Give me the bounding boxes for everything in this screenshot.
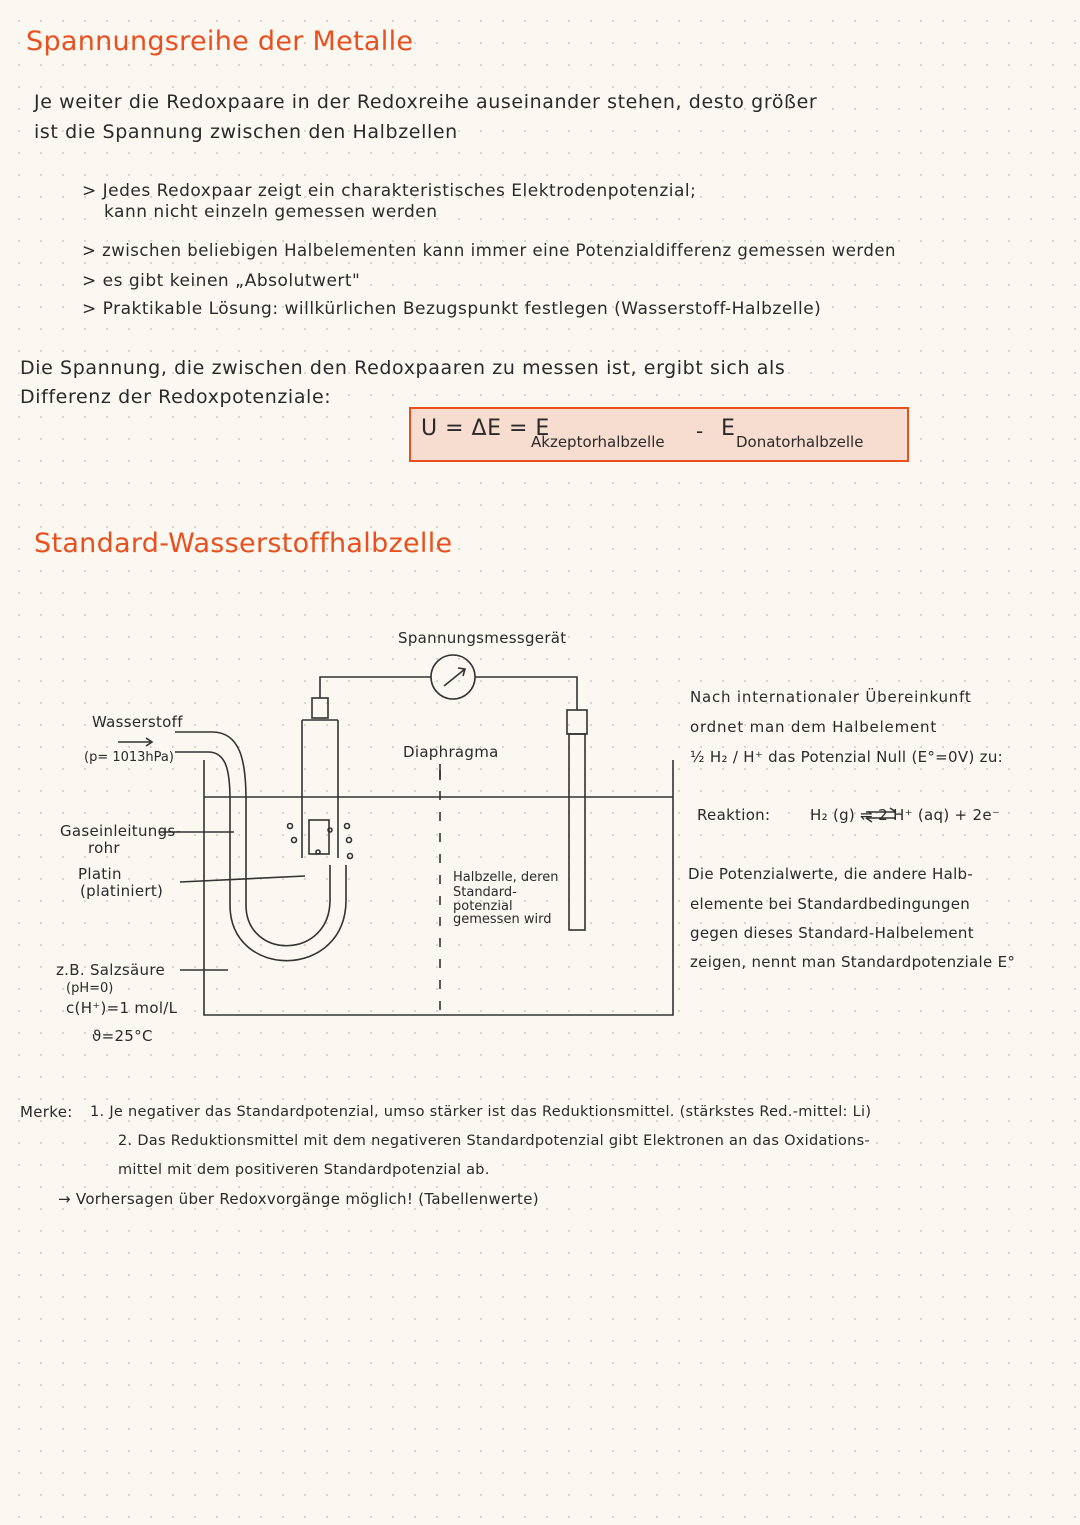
bullet-2: > zwischen beliebigen Halbelementen kann immer eine Potenzialdifferenz gemessen werden xyxy=(82,241,896,260)
right-electrode-cap xyxy=(567,710,587,734)
bullet-1-line-2: kann nicht einzeln gemessen werden xyxy=(104,202,438,222)
bullet-1-line-1: > Jedes Redoxpaar zeigt ein charakteristisches Elektrodenpotenzial; xyxy=(82,181,697,201)
hydrogen-arrow xyxy=(118,738,152,746)
voltmeter-circle xyxy=(431,655,475,699)
gas-inlet-tube-outer xyxy=(175,732,330,946)
side-text-line-2: ordnet man dem Halbelement xyxy=(690,718,938,736)
leader-platinum xyxy=(180,876,305,882)
side-text-line-3: ½ H₂ / H⁺ das Potenzial Null (E°=0V) zu: xyxy=(690,748,1004,766)
right-electrode xyxy=(569,734,585,930)
merke-conclusion: → Vorhersagen über Redoxvorgänge möglich! (Tabellenwerte) xyxy=(58,1190,539,1208)
gas-tube-label-2: rohr xyxy=(88,839,120,857)
voltmeter-label: Spannungsmessgerät xyxy=(398,629,567,647)
bubble xyxy=(288,824,293,829)
bubble xyxy=(328,828,332,832)
side-paragraph-line-1: Die Potenzialwerte, die andere Halb- xyxy=(688,865,974,883)
beaker-outline xyxy=(204,760,673,1015)
bubble xyxy=(316,850,320,854)
pressure-label: (p= 1013hPa) xyxy=(84,750,174,765)
acid-label-4: ϑ=25°C xyxy=(92,1027,153,1045)
side-text-line-1: Nach internationaler Übereinkunft xyxy=(690,688,972,706)
side-paragraph-line-3: gegen dieses Standard-Halbelement xyxy=(690,924,974,942)
gas-tube-label-1: Gaseinleitungs- xyxy=(60,822,182,840)
formula-sub-akzeptor: Akzeptorhalbzelle xyxy=(531,433,665,451)
bubble xyxy=(292,838,297,843)
difference-line-1: Die Spannung, die zwischen den Redoxpaaren zu messen ist, ergibt sich als xyxy=(20,357,786,379)
wire-right xyxy=(475,677,577,710)
merke-item-2-line-2: mittel mit dem positiveren Standardpotenzial ab. xyxy=(118,1162,490,1178)
side-paragraph-line-4: zeigen, nennt man Standardpotenziale E° xyxy=(690,953,1016,971)
bubble xyxy=(347,838,352,843)
merke-label: Merke: xyxy=(20,1103,73,1121)
side-paragraph-line-2: elemente bei Standardbedingungen xyxy=(690,895,971,913)
electrode-cap xyxy=(312,698,328,718)
platinum-label-2: (platiniert) xyxy=(80,882,164,900)
hydrogen-label: Wasserstoff xyxy=(92,713,183,731)
formula-main: U = ΔE = E xyxy=(421,416,550,441)
section-title-wasserstoffhalbzelle: Standard-Wasserstoffhalbzelle xyxy=(34,528,453,559)
platinum-label-1: Platin xyxy=(78,865,122,883)
voltmeter-needle xyxy=(444,668,465,686)
bullet-3: > es gibt keinen „Absolutwert" xyxy=(82,271,361,291)
acid-label-2: (pH=0) xyxy=(66,981,114,996)
wire-left xyxy=(320,677,431,698)
formula-sub-donator: Donatorhalbzelle xyxy=(736,433,864,451)
acid-label-1: z.B. Salzsäure xyxy=(56,961,166,979)
bubble xyxy=(345,824,350,829)
intro-line-1: Je weiter die Redoxpaare in der Redoxreihe auseinander stehen, desto größer xyxy=(34,91,818,113)
bullet-4: > Praktikable Lösung: willkürlichen Bezugspunkt festlegen (Wasserstoff-Halbzelle) xyxy=(82,299,822,319)
acid-label-3: c(H⁺)=1 mol/L xyxy=(66,999,178,1017)
formula-e2: E xyxy=(721,416,735,441)
reaction-label: Reaktion: xyxy=(697,806,771,824)
bubble xyxy=(348,854,353,859)
halfcell-label-1: Halbzelle, deren xyxy=(453,870,559,885)
halfcell-label-3: potenzial xyxy=(453,899,513,914)
diaphragm-label: Diaphragma xyxy=(403,743,499,761)
merke-item-1: 1. Je negativer das Standardpotenzial, umso stärker ist das Reduktionsmittel. (stärkstes Red.-mittel: Li) xyxy=(90,1104,872,1120)
halfcell-label-4: gemessen wird xyxy=(453,912,552,927)
platinum-electrode xyxy=(309,820,329,854)
halfcell-label-2: Standard- xyxy=(453,885,517,900)
intro-line-2: ist die Spannung zwischen den Halbzellen xyxy=(34,121,458,143)
merke-item-2-line-1: 2. Das Reduktionsmittel mit dem negativeren Standardpotenzial gibt Elektronen an das Oxidations- xyxy=(118,1133,871,1149)
difference-line-2: Differenz der Redoxpotenziale: xyxy=(20,386,332,408)
formula-minus: - xyxy=(696,419,704,443)
glass-bell xyxy=(302,720,338,858)
section-title-spannungsreihe: Spannungsreihe der Metalle xyxy=(26,26,414,57)
reaction-equation: H₂ (g) ⇌ 2 H⁺ (aq) + 2e⁻ xyxy=(810,806,1001,824)
